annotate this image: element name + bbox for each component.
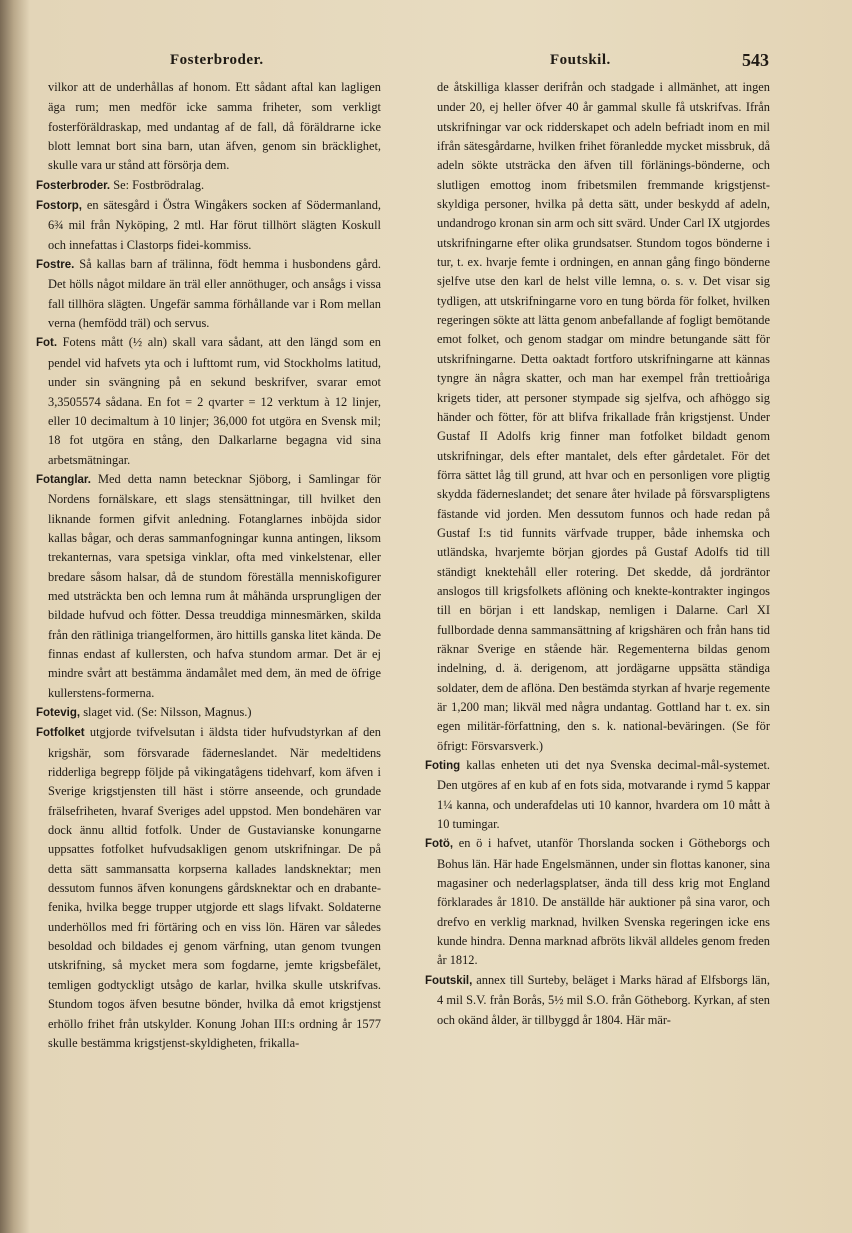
entry-headword: Fotanglar.: [36, 473, 91, 486]
entry-text: Fotens mått (½ aln) skall vara sådant, att den längd som en pendel vid hafvets yta och i lufttomt rum, vid Stockholms latitud, under sin svängning på en sekund beskrifver, svarar emot 3,3505574 sådana. En fot = 2 qvarter = 12 verktum à 12 linjer, eller 10 decimaltum à 10 linjer; 36,000 fot utgöra en Svensk mil; 18 fot utgöra en stång, den Dalkarlarne begagna vid sina arbetsmätningar.: [48, 335, 381, 467]
entry: [36, 78, 381, 176]
entry-text: utgjorde tvifvelsutan i äldsta tider hufvudstyrkan af den krigshär, som försvarade fäderneslandet. När medeltidens ridderliga begrepp följde på vikingatågens tidehvarf, kom äfven i Sverige krigstjensten till häst i större anseende, och grundade frälsefriheten, hvaraf Sveriges adel uppstod. Men bondehären var dock ännu alltid fotfolk. Under de Gustavianske konungarne uppsattes fotfolket hufvudsakligen genom utskrifningar. De på detta sätt sammansatta korpserna kallades landsknektar; men dessutom funnos äfven konungens gårdsknektar och en drabante-fenika, hvilka begge trupper utgjorde ett slags lifvakt. Soldaterne underhöllos med fri förtäring och en viss lön. Hären var således besoldad och bildades ej genom värfning, utan genom tvungen utskrifning, så mycket mera som fogdarne, jemte krigsbefälet, temligen godtyckligt utsågo de karlar, hvilka skulle utskrifvas. Stundom togos äfven besutne bönder, hvilka då emot krigstjenst erhöllo frihet från utskylder. Konung Johan III:s ordning år 1577 skulle bestämma krigstjenst-skyldigheten, frikalla-: [48, 725, 381, 1050]
page-number: 543: [742, 50, 769, 70]
header-left-title: Fosterbroder.: [170, 52, 264, 68]
entry-text: en sätesgård i Östra Wingåkers socken af Södermanland, 6¾ mil från Nyköping, 2 mtl. Har förut tillhört slägten Koskull och innefattas i Clastorps fidei-kommiss.: [48, 198, 381, 252]
entry: [425, 756, 770, 834]
entry: [36, 255, 381, 333]
entry-headword: Fostorp,: [36, 200, 82, 213]
entry-headword: Foutskil,: [425, 974, 473, 987]
entry-text: Med detta namn betecknar Sjöborg, i Samlingar för Nordens fornälskare, ett slags stensättningar, till hvilket den liknande formen gifvit anledning. Fotanglarnes inböjda sidor kallas bågar, och deras sammanfogningar kunna antingen, liksom trekanternas, vara spetsiga vinklar, ofta med vinkelstenar, eller bredare såsom halsar, då de stundom föreställa menniskofigurer med utsträckta ben och lemna rum åt måhända ursprungligen der bildade hufvud och fötter. Dessa treuddiga minnesmärken, skilda från den rätliniga triangelformen, äro hittills ganska litet kända. De finnas endast af kullersten, och hafva stundom armar. Det är ej mindre svårt att bestämma ändamålet med dem, än med de öfrige kullerstens-formerna.: [48, 471, 381, 700]
entry-text: Så kallas barn af trälinna, födt hemma i husbondens gård. Det hölls något mildare än träl eller annöthuger, och ansågs i vissa fall tillhöra slägten. Ungefär samma förhållande var i Rom mellan verna (hemfödd träl) och servus.: [48, 257, 381, 331]
entry-text: vilkor att de underhållas af honom. Ett sådant aftal kan lagligen äga rum; men medför icke samma friheter, som verkligt fosterföräldraskap, med undantag af de fall, då föräldrarne icke blott lemnat bort sina barn, utan äfven, genom sin bräcklighet, skulle vara ur stånd att försörja dem.: [48, 80, 381, 173]
running-header: [30, 52, 775, 74]
entry: [425, 834, 770, 970]
entry: [36, 723, 381, 1053]
entry: [36, 333, 381, 469]
entry: [36, 703, 381, 723]
entry-text: de åtskilliga klasser derifrån och stadgade i allmänhet, att ingen under 20, ej heller öfver 40 år gammal skulle få utskrifvas. Ifrån utskrifningar var ock ridderskapet och adeln befriadt inom en mil ifrån sätesgårdarne, hvilken frihet föranledde mycket missbruk, då adeln sökte utsträcka den äfven till förlänings-bönderne, och slutligen emottog inom fribetsmilen fremmande krigstjenst-skyldiga personer, hvilka på detta sätt, under beskydd af adeln, undandrogo kronan sin arm och sitt svärd. Under Carl IX utgjordes utskrifningarne efter olika grundsatser. Stundom togos bönderne i tur, t. ex. hvarje femte i ordningen, en annan gång fingo bönderne sjelfve utse den karl de helst ville lemna, o. s. v. Det visar sig tydligen, att utskrifningarne voro en tung börda för folket, hvilken regeringen sökte att lätta genom anbefallande af fogligt bemötande emot folket, och genom stadgar om mindre betungande sätt för utskrifningarne. Detta oaktadt fortforo utskrifningarne att kännas tyngre än några skatter, och man har exempel från trettioåriga krigets tider, att personer stympade sig sjelfva, och afhöggo sig händer och fötter, för att blifva frikallade från krigstjenst. Under Gustaf II Adolfs krig finner man fotfolket bildadt genom utskrifningar, dels efter mantalet, dels efter gårdetalet. För det förra sättet låg till grund, att hvar och en personligen vore pligtig skydda fäderneslandet; det senare åter hvilade på försvarspligtens fästande vid jorden. Men dessutom funnos och hade redan på Gustaf I:s tid funnits värfvade trupper, både inhemska och utländska, hvarjemte början gjordes på Gustaf Adolfs tid till ständigt knektehåll eller rotering. Det skedde, då jordräntor anslogos till krigsfolkets aflöning och knekte-kontrakter ingingos till en början i ett landskap, nemligen i Dalarne. Carl XI fullbordade denna sammansättning af krigshären och från hans tid räknar Sverige en stående här. Regementerna bildas genom indelning, d. ä. derigenom, att jordägarne uppsätta ständiga soldater, dem de aflöna. Den bestämda styrkan af hvarje regemente är 1,200 man; likväl med några undantag. Gottland har t. ex. sin egen militär-författning, den s. k. national-beväringen. (Se för öfrigt: Försvarsverk.): [437, 80, 770, 753]
entry-headword: Fostre.: [36, 259, 75, 272]
entry-headword: Fotfolket: [36, 727, 85, 740]
entry-headword: Fotö,: [425, 838, 454, 851]
entry-headword: Foting: [425, 760, 461, 773]
entry: [425, 78, 770, 756]
entry-text: slaget vid. (Se: Nilsson, Magnus.): [83, 705, 252, 719]
entry: [36, 470, 381, 703]
entry-headword: Fotevig,: [36, 707, 81, 719]
entry: [36, 196, 381, 255]
header-right-title: Foutskil.: [550, 52, 611, 68]
entry-text: annex till Surteby, beläget i Marks härad af Elfsborgs län, 4 mil S.V. från Borås, 5½ mil S.O. från Götheborg. Kyrkan, af sten och okänd ålder, är tillbyggd år 1804. Här mär-: [437, 972, 770, 1027]
left-column: [36, 78, 381, 1163]
entry: [425, 971, 770, 1030]
entry-headword: Fosterbroder.: [36, 179, 111, 192]
entry-text: Se: Fostbrödralag.: [113, 177, 205, 192]
entry-headword: Fot.: [36, 337, 58, 350]
entry: [36, 176, 381, 196]
entry-text: en ö i hafvet, utanför Thorslanda socken i Götheborgs och Bohus län. Här hade Engelsmännen, under sin flottas kanoner, sina magasiner och nederlagsplatser, ända till dess krig mot England förklarades år 1810. De anställde här auktioner på sina varor, och drefvo en verklig marknad, hvilken Svenska regeringen icke ens kunde hindra. Denna marknad afbröts likväl alldeles genom freden år 1812.: [437, 836, 770, 968]
entry-text: kallas enheten uti det nya Svenska decimal-mål-systemet. Den utgöres af en kub af en fots sida, motvarande i rymd 5 kappar 1¼ kanna, och underafdelas uti 10 kannor, hvardera om 10 mått à 10 tumingar.: [437, 758, 770, 832]
right-column: [425, 78, 770, 1163]
